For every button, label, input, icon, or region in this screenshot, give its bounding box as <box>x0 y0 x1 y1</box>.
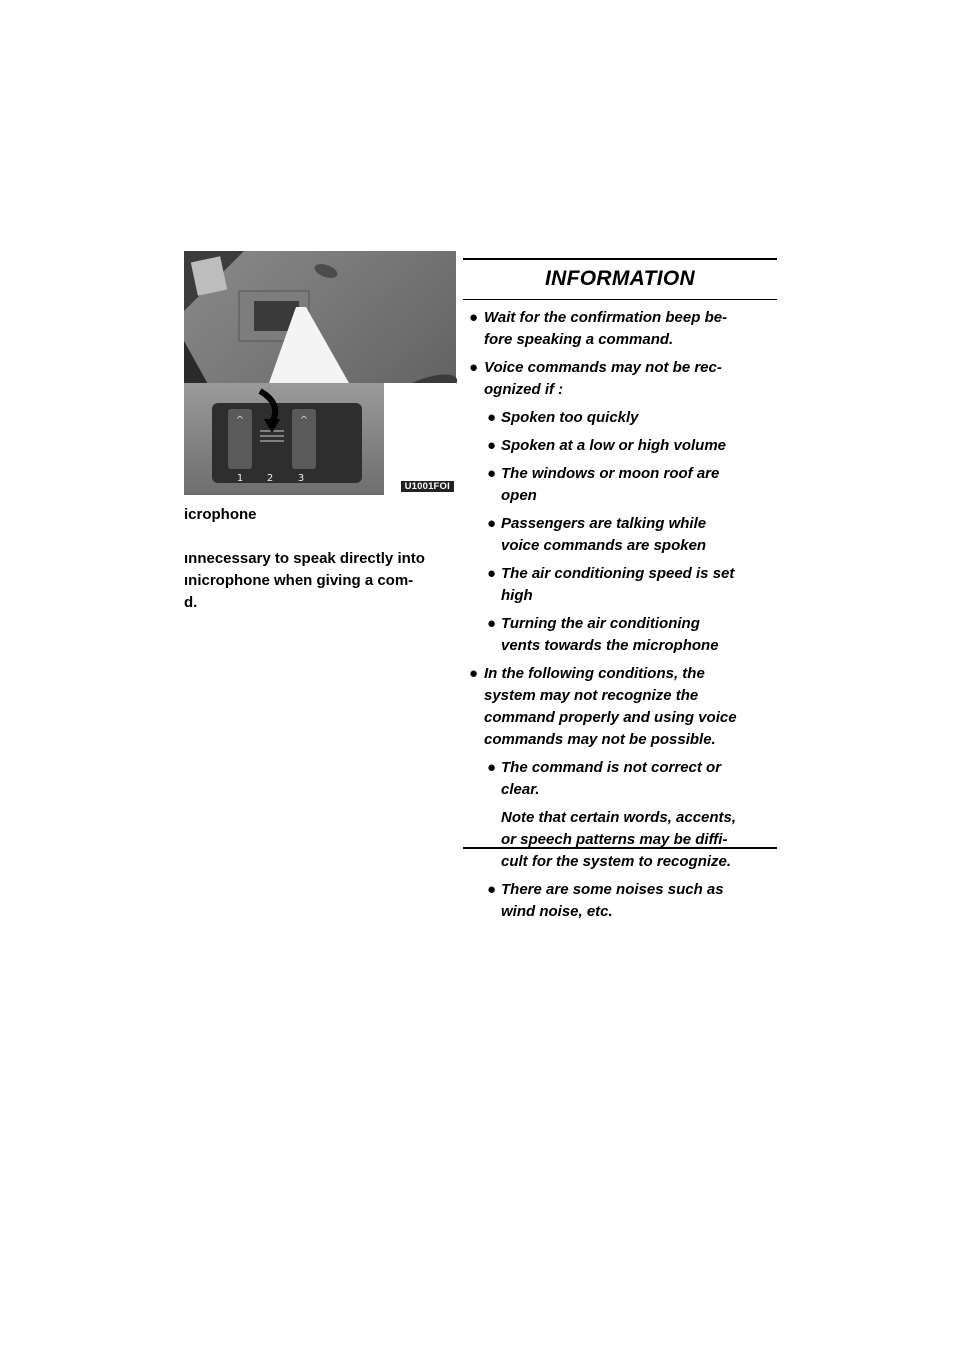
info-line: high <box>501 587 533 604</box>
bullet-icon: ● <box>469 359 479 376</box>
information-box <box>463 258 777 920</box>
bullet-icon: ● <box>469 309 479 326</box>
info-line: open <box>501 487 537 504</box>
info-item <box>463 357 777 401</box>
info-item <box>463 613 777 657</box>
svg-text:1: 1 <box>236 473 244 484</box>
info-item <box>463 757 777 801</box>
info-item <box>463 563 777 607</box>
info-item <box>463 307 777 351</box>
info-line: Voice commands may not be rec- <box>484 359 722 376</box>
info-line: Note that certain words, accents, <box>501 809 737 826</box>
info-line: commands may not be possible. <box>484 731 716 748</box>
title-divider <box>463 299 777 300</box>
bullet-icon: ● <box>487 759 497 776</box>
info-line: Spoken at a low or high volume <box>501 437 727 454</box>
bullet-icon: ● <box>487 437 497 454</box>
info-line: clear. <box>501 781 540 798</box>
info-item <box>463 663 777 751</box>
body-line: ınnecessary to speak directly into <box>184 550 425 567</box>
info-line: system may not recognize the <box>484 687 699 704</box>
info-item <box>463 407 777 429</box>
microphone-body-text <box>184 548 454 614</box>
info-note <box>463 807 777 873</box>
information-title: INFORMATION <box>545 267 695 290</box>
info-line: The windows or moon roof are <box>501 465 720 482</box>
bullet-icon: ● <box>487 565 497 582</box>
info-item <box>463 513 777 557</box>
info-item <box>463 435 777 457</box>
info-line: Wait for the confirmation beep be- <box>484 309 728 326</box>
bullet-icon: ● <box>487 515 497 532</box>
bullet-icon: ● <box>469 665 479 682</box>
bullet-icon: ● <box>487 465 497 482</box>
body-line: d. <box>184 594 198 611</box>
microphone-caption: icrophone <box>184 506 257 523</box>
body-line: ınicrophone when giving a com- <box>184 572 414 589</box>
info-line: vents towards the microphone <box>501 637 719 654</box>
info-line: wind noise, etc. <box>501 903 613 920</box>
info-item <box>463 463 777 507</box>
svg-text:^: ^ <box>235 415 245 426</box>
bullet-icon: ● <box>487 881 497 898</box>
info-line: ognized if : <box>484 381 564 398</box>
info-line: cult for the system to recognize. <box>501 853 732 870</box>
figure-code: U1001FOI <box>401 481 454 492</box>
svg-text:2: 2 <box>266 473 274 484</box>
info-line: The air conditioning speed is set <box>501 565 735 582</box>
bullet-icon: ● <box>487 615 497 632</box>
headliner-illustration <box>184 251 456 495</box>
info-line: command properly and using voice <box>484 709 737 726</box>
info-line: There are some noises such as <box>501 881 724 898</box>
info-line: or speech patterns may be diffi- <box>501 831 728 848</box>
svg-text:3: 3 <box>297 473 305 484</box>
info-line: Turning the air conditioning <box>501 615 700 632</box>
microphone-photo <box>184 251 456 495</box>
info-line: In the following conditions, the <box>484 665 705 682</box>
info-item <box>463 879 777 923</box>
svg-text:^: ^ <box>299 415 309 426</box>
info-line: The command is not correct or <box>501 759 722 776</box>
info-line: fore speaking a command. <box>484 331 674 348</box>
info-line: Passengers are talking while <box>501 515 707 532</box>
bullet-icon: ● <box>487 409 497 426</box>
info-line: voice commands are spoken <box>501 537 707 554</box>
info-line: Spoken too quickly <box>501 409 639 426</box>
information-list <box>463 307 777 923</box>
